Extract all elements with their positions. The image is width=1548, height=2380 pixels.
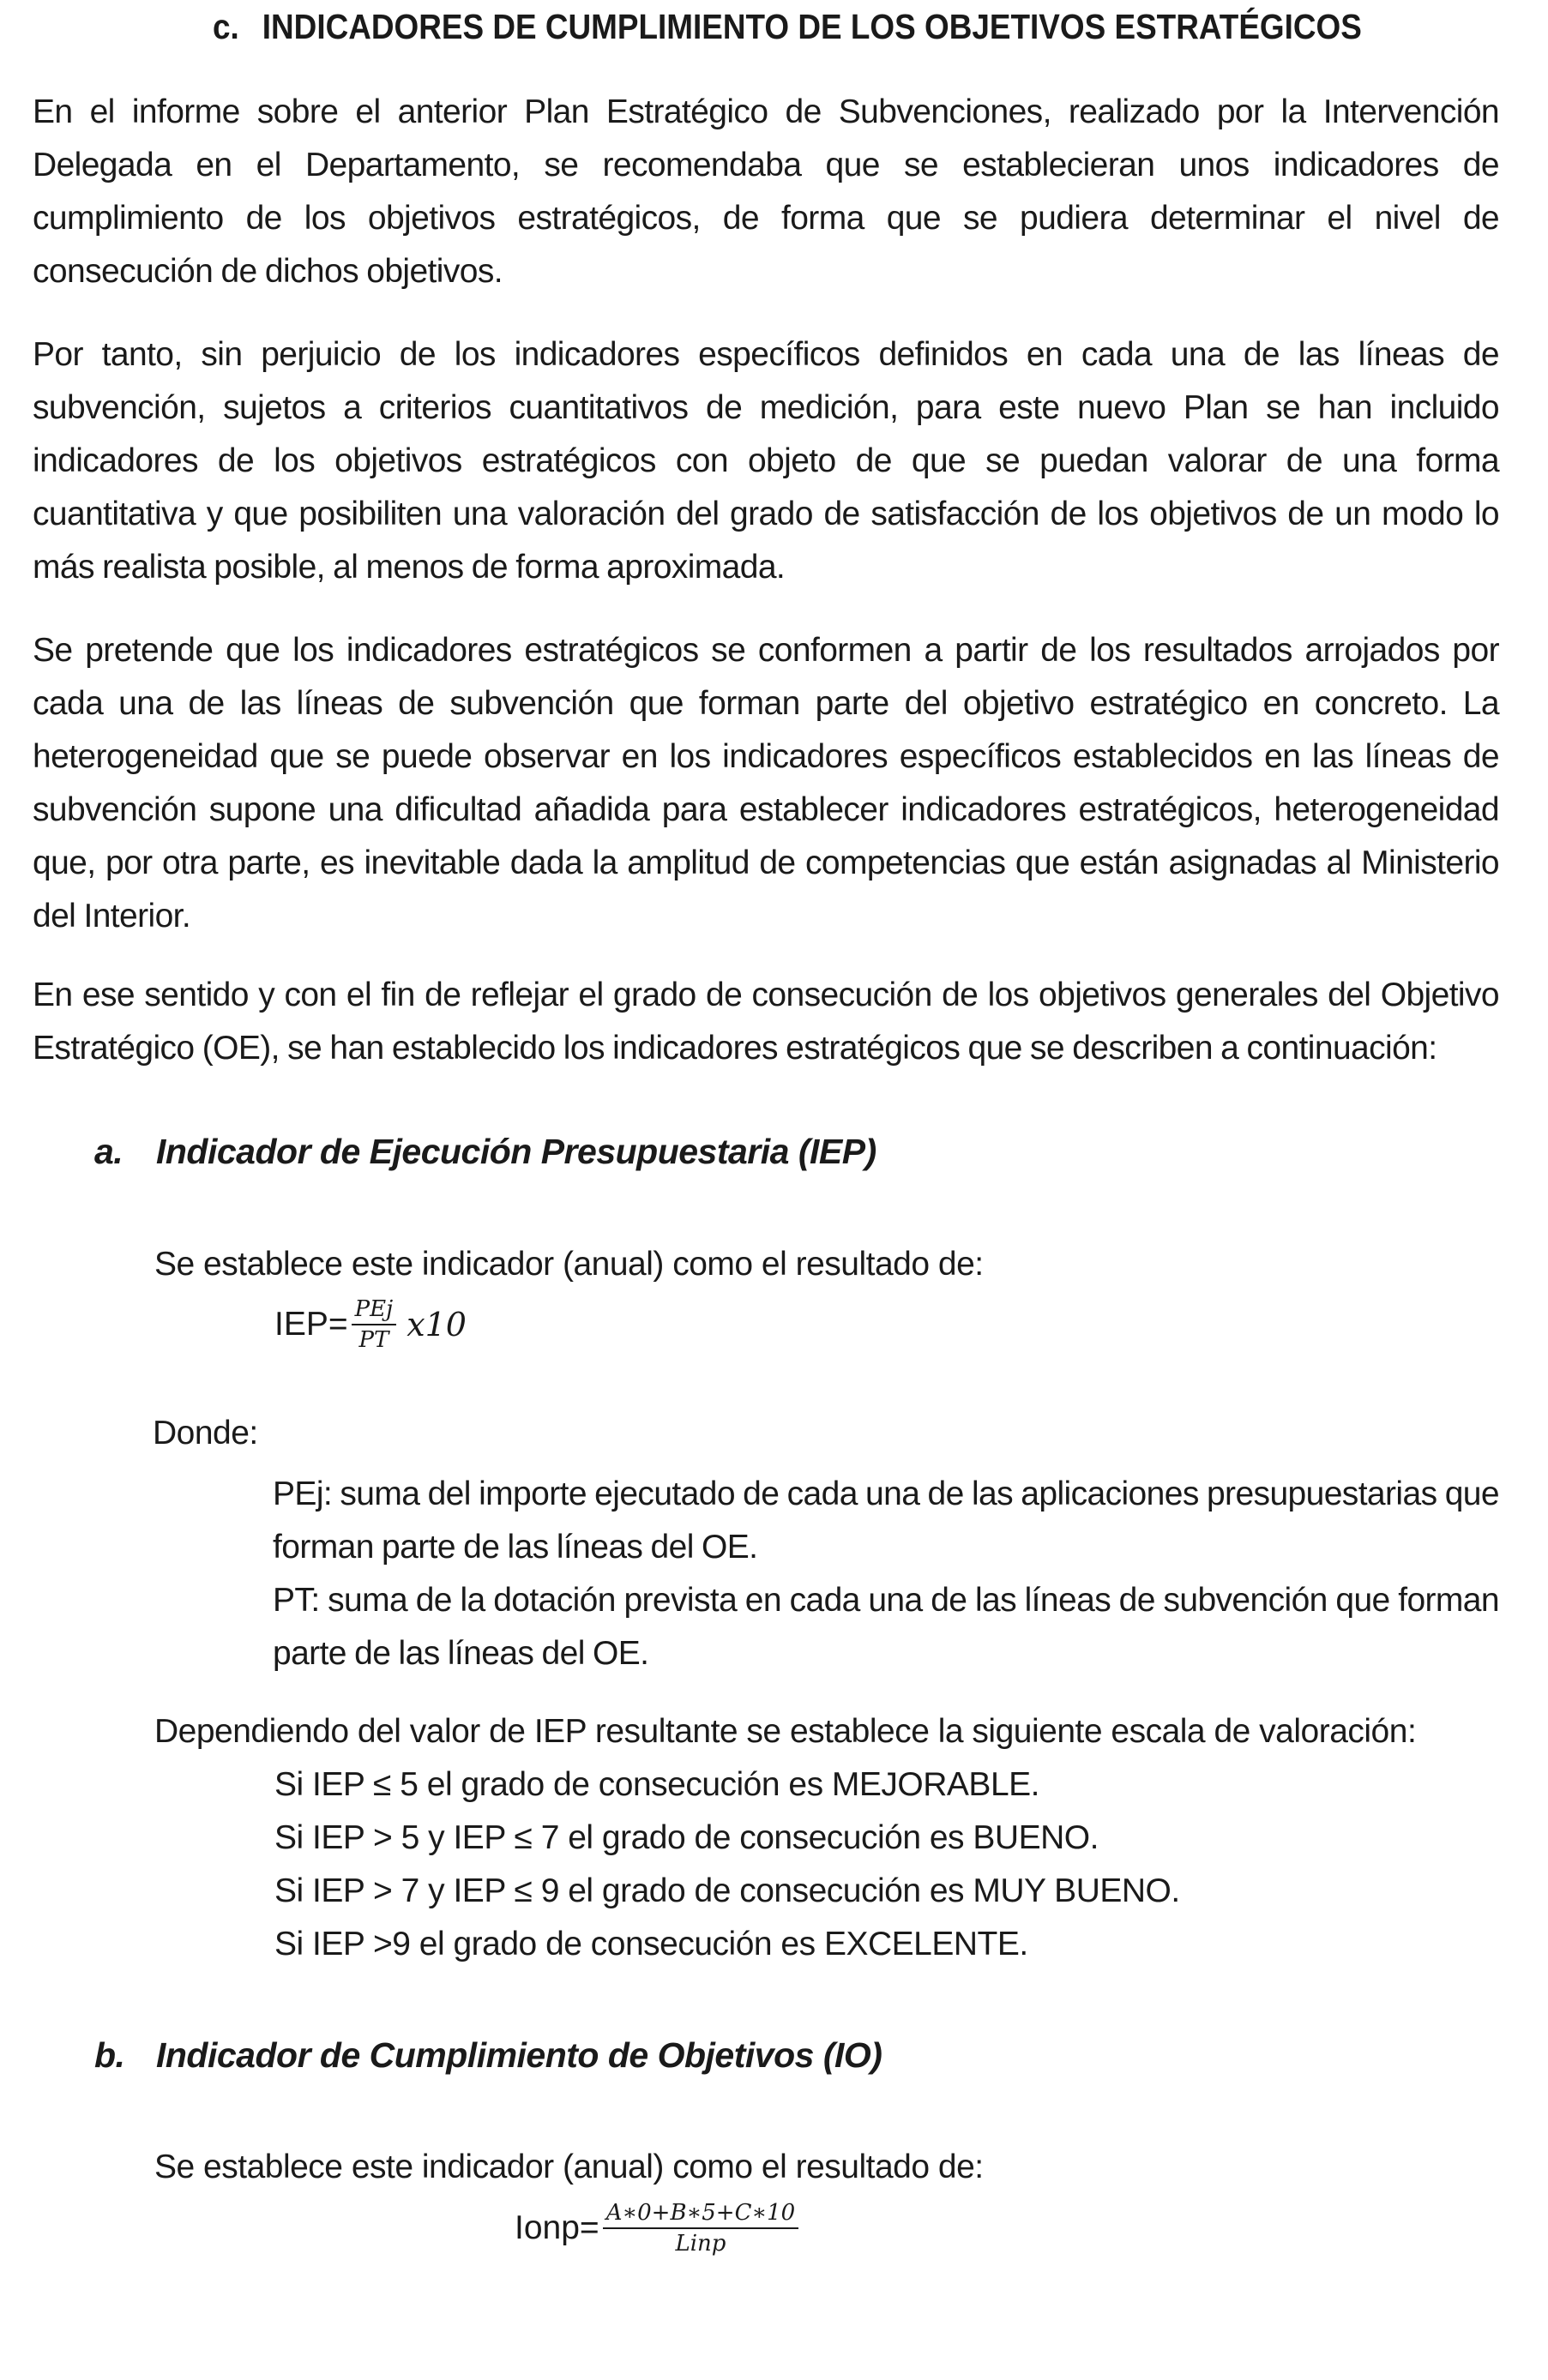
indicator-b-intro: Se establece este indicador (anual) como el resultado de:	[154, 2149, 984, 2185]
donde-label: Donde:	[153, 1415, 258, 1451]
paragraph-4: En ese sentido y con el fin de reflejar el grado de consecución de los objetivos generales del Objetivo Estratégico (OE), se han establecido los indicadores estratégicos que se describen a continuación:	[33, 977, 1499, 1067]
ionp-formula-lhs: Ionp=	[515, 2209, 599, 2246]
iep-formula	[274, 1295, 467, 1355]
indicator-a-title: Indicador de Ejecución Presupuestaria (IEP)	[156, 1132, 876, 1171]
paragraph-1: En el informe sobre el anterior Plan Estratégico de Subvenciones, realizado por la Intervención Delegada en el Departamento, se recomendaba que se establecieran unos indicadores de cumplimiento de los objetivos estratégicos, de forma que se pudiera determinar el nivel de consecución de dichos objetivos.	[33, 93, 1499, 290]
paragraph-2: Por tanto, sin perjuicio de los indicadores específicos definidos en cada una de las líneas de subvención, sujetos a criterios cuantitativos de medición, para este nuevo Plan se han incluido indicadores de los objetivos estratégicos con objeto de que se puedan valorar de una forma cuantitativa y que posibiliten una valoración del grado de satisfacción de los objetivos de un modo lo más realista posible, al menos de forma aproximada.	[33, 336, 1499, 586]
indicator-a-heading	[94, 1132, 876, 1172]
indicator-b-letter: b.	[94, 2035, 125, 2075]
indicator-b-heading	[94, 2035, 882, 2076]
ionp-fraction	[603, 2198, 799, 2258]
iep-denominator: PT	[358, 1327, 389, 1353]
ionp-formula	[515, 2198, 802, 2258]
scale-item-mejorable: Si IEP ≤ 5 el grado de consecución es MEJORABLE.	[274, 1766, 1039, 1803]
ionp-numerator: A∗0+B∗5+C∗10	[603, 2198, 799, 2229]
section-number: c.	[213, 7, 239, 46]
section-title: INDICADORES DE CUMPLIMIENTO DE LOS OBJETIVOS ESTRATÉGICOS	[262, 7, 1362, 46]
scale-item-bueno: Si IEP > 5 y IEP ≤ 7 el grado de consecución es BUENO.	[274, 1819, 1099, 1856]
section-heading	[213, 7, 1362, 47]
indicator-a-intro: Se establece este indicador (anual) como el resultado de:	[154, 1246, 984, 1283]
ionp-denominator: Linp	[675, 2231, 726, 2257]
indicator-b-title: Indicador de Cumplimiento de Objetivos (IO)	[156, 2035, 882, 2075]
iep-multiplier: x10	[407, 1306, 467, 1343]
scale-item-excelente: Si IEP >9 el grado de consecución es EXCELENTE.	[274, 1926, 1028, 1962]
iep-numerator: PEj	[352, 1295, 397, 1325]
scale-item-muy-bueno: Si IEP > 7 y IEP ≤ 9 el grado de consecución es MUY BUENO.	[274, 1872, 1180, 1909]
definition-pt: PT: suma de la dotación prevista en cada una de las líneas de subvención que forman parte de las líneas del OE.	[273, 1582, 1499, 1672]
paragraph-3: Se pretende que los indicadores estratégicos se conformen a partir de los resultados arrojados por cada una de las líneas de subvención que forman parte del objetivo estratégico en concreto. La heterogeneidad que se puede observar en los indicadores específicos establecidos en las líneas de subvención supone una dificultad añadida para establecer indicadores estratégicos, heterogeneidad que, por otra parte, es inevitable dada la amplitud de competencias que están asignadas al Ministerio del Interior.	[33, 632, 1499, 935]
iep-formula-lhs: IEP=	[274, 1306, 348, 1343]
scale-intro: Dependiendo del valor de IEP resultante se establece la siguiente escala de valoración:	[154, 1713, 1417, 1750]
definition-pej: PEj: suma del importe ejecutado de cada una de las aplicaciones presupuestarias que forman parte de las líneas del OE.	[273, 1475, 1499, 1566]
iep-fraction	[352, 1295, 397, 1355]
indicator-a-letter: a.	[94, 1132, 123, 1171]
